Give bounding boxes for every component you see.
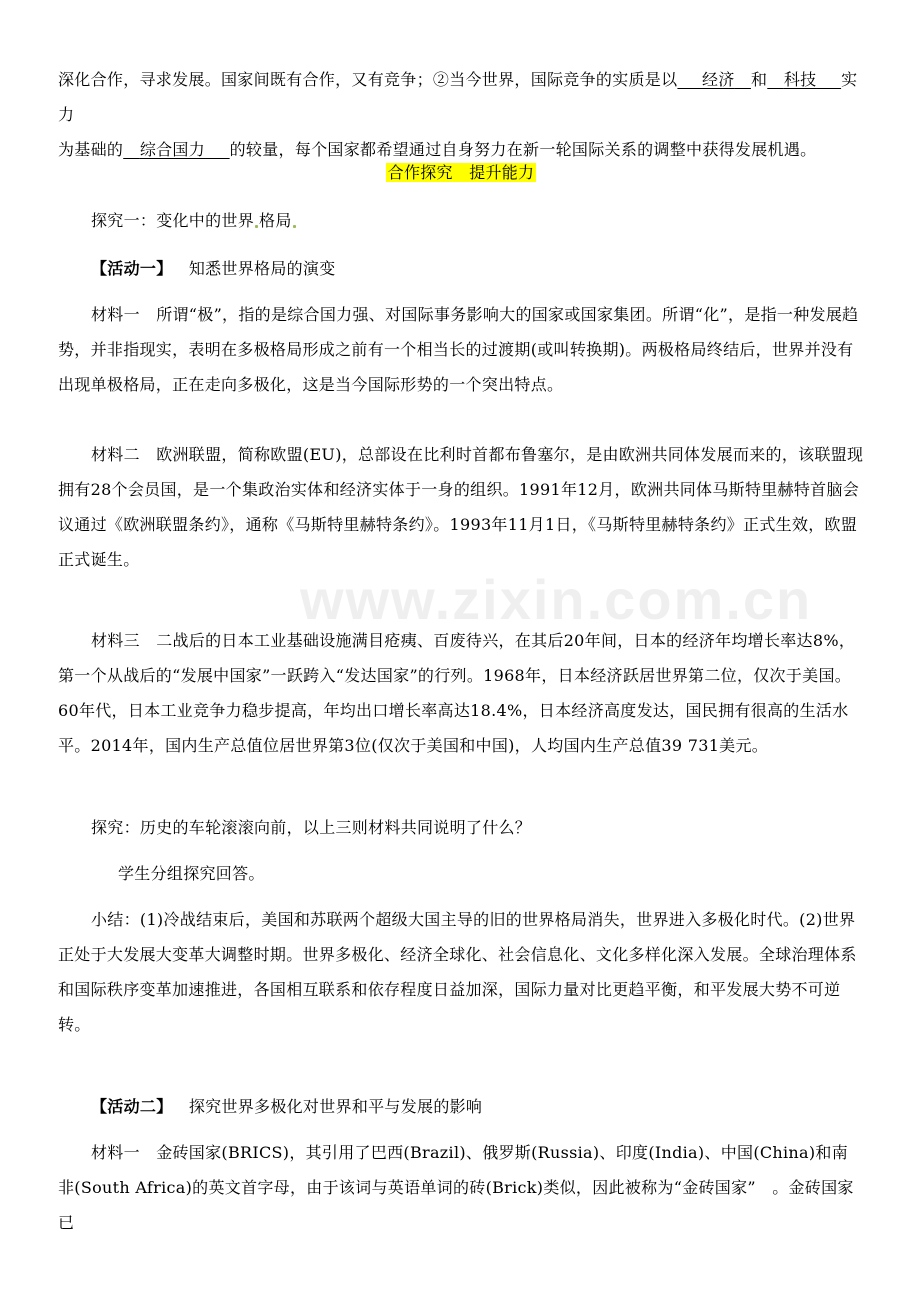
section-heading: 合作探究 提升能力 bbox=[387, 163, 535, 182]
activity1-material3: 材料三 二战后的日本工业基础设施满目疮痍、百废待兴，在其后20年间，日本的经济年均增长率达8%，第一个从战后的“发展中国家”一跃跨入“发达国家”的行列。1968年，日本经济跃居世界第二位，仅次于美国。60年代，日本工业竞争力稳步提高，年均出口增长率高达18.4%，日本经济高度发达，国民拥有很高的生活水平。2014年，国内生产总值位居世界第3位(仅次于美国和中国)，人均国内生产总值39 731美元。 bbox=[58, 631, 856, 755]
activity2-material1: 材料一 金砖国家(BRICS)，其引用了巴西(Brazil)、俄罗斯(Russia)、印度(India)、中国(China)和南非(South Africa)的英文首字母，由于该词与英语单词的砖(Brick)类似，因此被称为“金砖国家” 。金砖国家已 bbox=[58, 1143, 854, 1232]
activity2-heading bbox=[58, 1089, 864, 1124]
explore-answer: 学生分组探究回答。 bbox=[118, 864, 265, 883]
activity1-material1: 材料一 所谓“极”，指的是综合国力强、对国际事务影响大的国家或国家集团。所谓“化”，是指一种发展趋势，并非指现实，表明在多极格局形成之前有一个相当长的过渡期(或叫转换期)。两极格局终结后，世界并没有出现单极格局，正在走向多极化，这是当今国际形势的一个突出特点。 bbox=[58, 305, 859, 394]
intro-text-4: 为基础的 bbox=[58, 140, 124, 159]
activity1-title: 知悉世界格局的演变 bbox=[188, 259, 336, 278]
intro-text-2: 和 bbox=[750, 70, 768, 89]
mark-dot bbox=[293, 225, 296, 228]
activity1-bracket: 【活动一】 bbox=[91, 259, 173, 278]
watermark: www.zixin.com.cn bbox=[300, 568, 813, 631]
explore1-title: 探究一：变化中的世界 格局 bbox=[58, 203, 864, 238]
intro-text-3: 实力 bbox=[58, 70, 858, 124]
activity1-material2: 材料二 欧洲联盟，简称欧盟(EU)，总部设在比利时首都布鲁塞尔，是由欧洲共同体发展而来的，该联盟现拥有28个会员国，是一个集政治实体和经济实体于一身的组织。1991年12月，欧洲共同体马斯特里赫特首脑会议通过《欧洲联盟条约》，通称《马斯特里赫特条约》。1993年11月1日，《马斯特里赫特条约》正式生效，欧盟正式诞生。 bbox=[58, 445, 864, 569]
blank-technology: 科技 bbox=[783, 70, 817, 89]
blank-national-strength: 综合国力 bbox=[139, 140, 206, 159]
intro-text-5: 的较量，每个国家都希望通过自身努力在新一轮国际关系的调整中获得发展机遇。 bbox=[229, 140, 817, 159]
explore-question: 探究：历史的车轮滚滚向前，以上三则材料共同说明了什么？ bbox=[91, 818, 532, 837]
intro-text-1: 深化合作，寻求发展。国家间既有合作，又有竞争；②当今世界，国际竞争的实质是以 bbox=[58, 70, 678, 89]
activity1-heading bbox=[58, 251, 864, 286]
blank-economy: 经济 bbox=[702, 70, 735, 89]
section-heading-line bbox=[58, 155, 864, 190]
summary-paragraph: 小结：(1)冷战结束后，美国和苏联两个超级大国主导的旧的世界格局消失，世界进入多极化时代。(2)世界正处于大发展大变革大调整时期。世界多极化、经济全球化、社会信息化、文化多样化深入发展。全球治理体系和国际秩序变革加速推进，各国相互联系和依存程度日益加深，国际力量对比更趋平衡，和平发展大势不可逆转。 bbox=[58, 910, 857, 1034]
activity2-title: 探究世界多极化对世界和平与发展的影响 bbox=[188, 1097, 483, 1116]
mark-dot bbox=[255, 225, 258, 228]
activity2-bracket: 【活动二】 bbox=[91, 1097, 173, 1116]
intro-paragraph bbox=[58, 62, 864, 167]
